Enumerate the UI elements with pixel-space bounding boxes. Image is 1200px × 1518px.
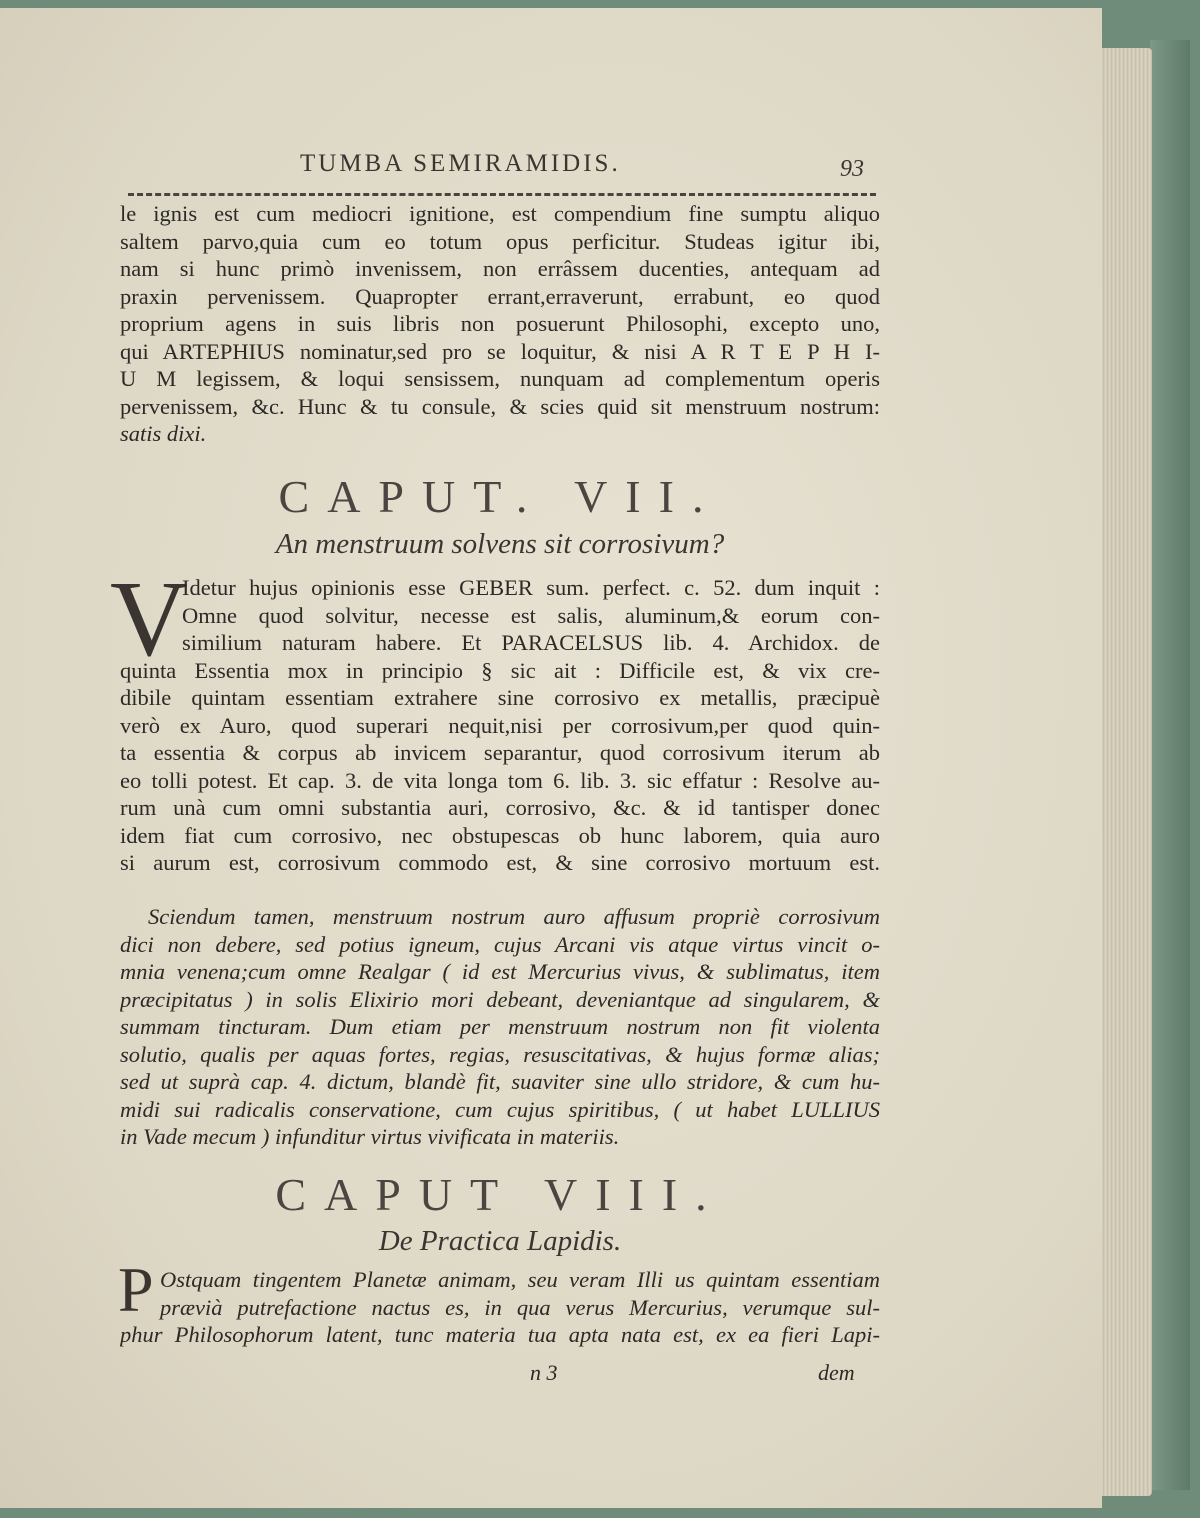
text-line: midi sui radicalis conservatione, cum cujus spiritibus, ( ut habet LULLIUS (120, 1096, 880, 1122)
chapter-paragraph (120, 1266, 880, 1349)
text-line: in Vade mecum ) infunditur virtus vivificata in materiis. (120, 1124, 620, 1149)
chapter-heading: CAPUT. VII. (278, 471, 722, 522)
signature-mark: n 3 (530, 1360, 558, 1385)
italic-paragraph (120, 903, 880, 1151)
drop-capital: P (118, 1254, 154, 1325)
chapter-paragraph (120, 574, 880, 877)
text-line: Idetur hujus opinionis esse GEBER sum. perfect. c. 52. dum inquit : (182, 575, 880, 600)
text-line: nam si hunc primò invenissem, non errâssem ducenties, antequam ad (120, 256, 880, 281)
header-rule (128, 193, 876, 196)
text-line: eo tolli potest. Et cap. 3. de vita longa tom 6. lib. 3. sic effatur : Resolve au- (120, 767, 880, 793)
text-line: quinta Essentia mox in principio § sic ait : Difficile est, & vix cre- (120, 657, 880, 683)
chapter-subtitle: De Practica Lapidis. (378, 1225, 622, 1257)
text-line: præcipitatus ) in solis Elixirio mori debeant, deveniantque ad singularem, & (120, 986, 880, 1012)
text-line: similium naturam habere. Et PARACELSUS lib. 4. Archidox. de (182, 630, 880, 655)
text-line: ta essentia & corpus ab invicem separantur, quod corrosivum iterum ab (120, 740, 880, 765)
text-line: sed ut suprà cap. 4. dictum, blandè fit, suaviter sine ullo stridore, & cum hu- (120, 1069, 880, 1094)
text-line: praxin pervenissem. Quapropter errant,erraverunt, errabunt, eo quod (120, 283, 880, 309)
text-line: Ostquam tingentem Planetæ animam, seu veram Illi us quintam essentiam (160, 1267, 880, 1292)
running-title: TUMBA SEMIRAMIDIS. (300, 150, 621, 177)
text-line: idem fiat cum corrosivo, nec obstupescas ob hunc laborem, quia auro (120, 822, 880, 848)
text-line: qui ARTEPHIUS nominatur,sed pro se loquitur, & nisi A R T E P H I- (120, 338, 880, 364)
text-line: summam tincturam. Dum etiam per menstruum nostrum non fit violenta (120, 1014, 880, 1039)
text-line: verò ex Auro, quod superari nequit,nisi per corrosivum,per quod quin- (120, 712, 880, 738)
book-page (0, 8, 1102, 1508)
drop-capital: V (110, 560, 188, 679)
chapter-subtitle: An menstruum solvens sit corrosivum? (275, 528, 725, 560)
page-number: 93 (840, 156, 864, 182)
running-head (120, 146, 880, 186)
text-line: proprium agens in suis libris non posuerunt Philosophi, excepto uno, (120, 311, 880, 336)
paragraph-intro (120, 200, 880, 448)
text-line: dici non debere, sed potius igneum, cujus Arcani vis atque virtus vincit o- (120, 931, 880, 957)
text-line: satis dixi. (120, 421, 207, 446)
text-line: phur Philosophorum latent, tunc materia tua apta nata est, ex ea fieri Lapi- (120, 1322, 880, 1347)
text-line: Sciendum tamen, menstruum nostrum auro affusum propriè corrosivum (148, 904, 880, 929)
text-line: dibile quintam essentiam extrahere sine corrosivo ex metallis, præcipuè (120, 685, 880, 710)
chapter-heading: CAPUT VIII. (275, 1169, 725, 1220)
text-line: le ignis est cum mediocri ignitione, est compendium fine sumptu aliquo (120, 201, 880, 226)
cover-edge (1150, 40, 1190, 1490)
text-line: saltem parvo,quia cum eo totum opus perficitur. Studeas igitur ibi, (120, 228, 880, 254)
text-line: mnia venena;cum omne Realgar ( id est Mercurius vivus, & sublimatus, item (120, 959, 880, 984)
catchword: dem (818, 1360, 855, 1385)
text-line: si aurum est, corrosivum commodo est, & sine corrosivo mortuum est. (120, 850, 880, 875)
text-line: solutio, qualis per aquas fortes, regias, resuscitativas, & hujus formæ alias; (120, 1041, 880, 1067)
text-line: U M legissem, & loqui sensissem, nunquam ad complementum operis (120, 366, 880, 391)
text-line: Omne quod solvitur, necesse est salis, aluminum,& eorum con- (182, 602, 880, 628)
text-line: prævià putrefactione nactus es, in qua verus Mercurius, verumque sul- (160, 1294, 880, 1320)
text-line: pervenissem, &c. Hunc & tu consule, & scies quid sit menstruum nostrum: (120, 393, 880, 419)
text-line: rum unà cum omni substantia auri, corrosivo, &c. & id tantisper donec (120, 795, 880, 820)
